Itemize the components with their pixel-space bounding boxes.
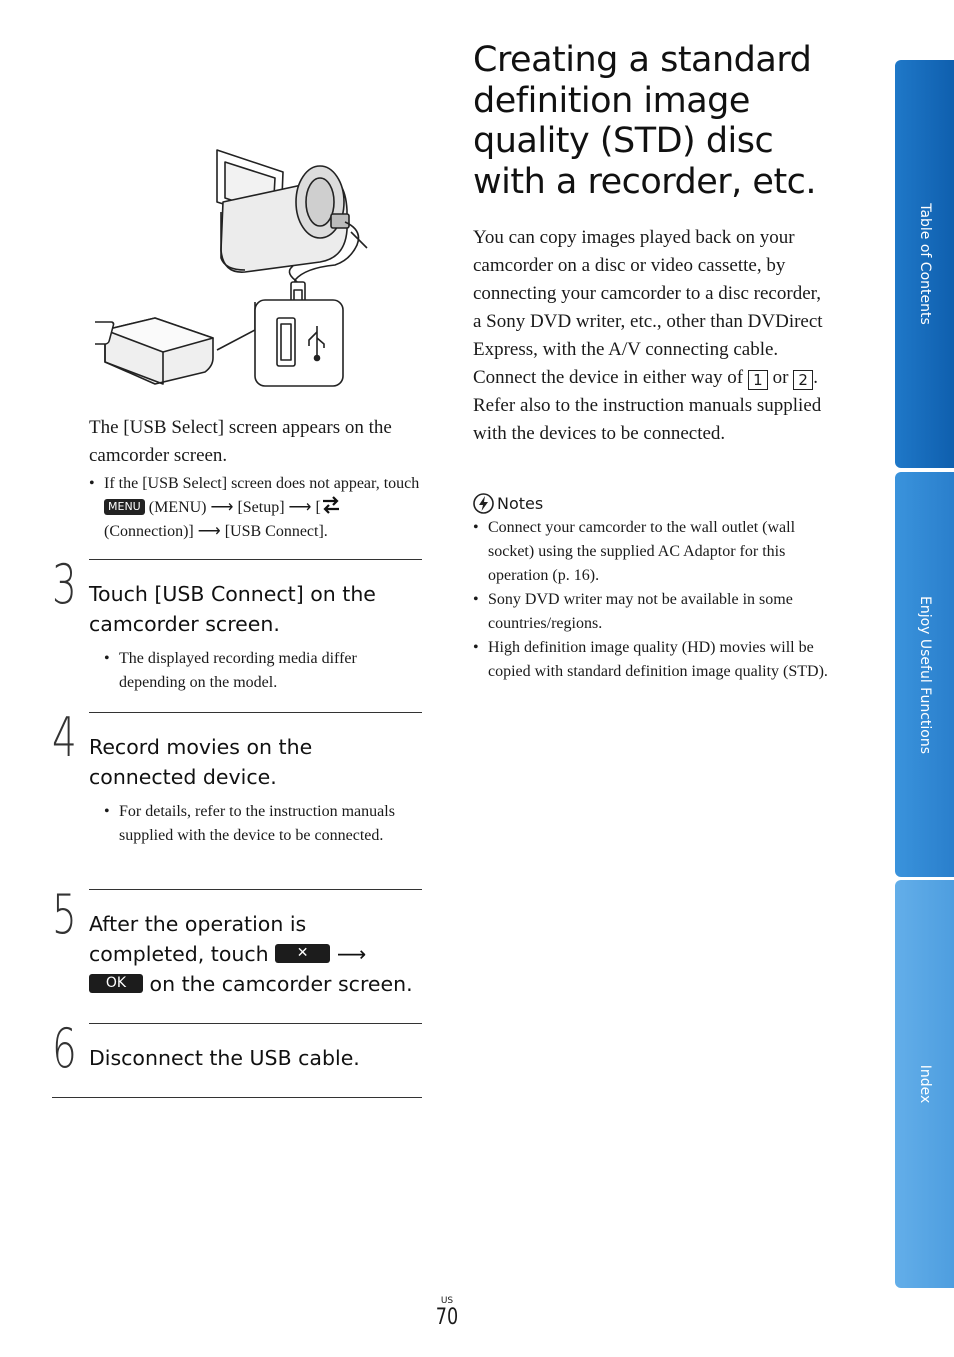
step-number: 5 xyxy=(52,883,77,946)
notes-heading xyxy=(473,492,543,516)
notes-list xyxy=(473,516,845,684)
intro-text: The [USB Select] screen appears on the camcorder screen. xyxy=(89,417,392,466)
page-region: US xyxy=(440,1296,454,1306)
step-title: Record movies on the connected device. xyxy=(89,735,313,789)
step-bullet: • The displayed recording media differ depending on the model. xyxy=(104,647,419,695)
step-number: 4 xyxy=(52,706,77,769)
intro-bullet-before: If the [USB Select] screen does not appear, touch xyxy=(104,475,420,492)
page-title: Creating a standard definition image quality (STD) disc with a recorder, etc. xyxy=(473,40,817,202)
connection-icon xyxy=(321,496,341,514)
menu-label: (MENU) xyxy=(148,499,207,516)
description xyxy=(473,224,833,448)
intro-bullet: • If the [USB Select] screen does not appear, touch MENU (MENU) ⟶ [Setup] ⟶ [ (Connection)] ⟶ [USB Connect]. xyxy=(89,472,424,544)
note-item: • Sony DVD writer may not be available in some countries/regions. xyxy=(473,588,845,636)
setup-label: [Setup] xyxy=(237,499,285,516)
step-number: 3 xyxy=(52,553,77,616)
step-title-a: After the operation is completed, touch xyxy=(89,912,307,966)
tab-table-of-contents[interactable] xyxy=(895,60,954,468)
notes-warning-icon xyxy=(473,493,494,514)
step-title-b: on the camcorder screen. xyxy=(149,972,413,996)
tab-label: Enjoy Useful Functions xyxy=(916,595,933,754)
divider xyxy=(89,712,422,713)
description-text-end: . Refer also to the instruction manuals supplied with the devices to be connected. xyxy=(473,367,822,444)
tab-enjoy-useful-functions[interactable] xyxy=(895,472,954,877)
description-text: You can copy images played back on your camcorder on a disc or video cassette, by connecting your camcorder to a disc recorder, a Sony DVD writer, etc., other than DVDirect Express, with the A/V connecting cable. Connect the device in either way of xyxy=(473,227,823,388)
or-text: or xyxy=(772,367,789,388)
camcorder-usb-connection-illustration xyxy=(95,140,425,395)
tab-index[interactable] xyxy=(895,880,954,1288)
way-1-badge: 1 xyxy=(748,370,768,390)
step-title xyxy=(89,909,422,999)
menu-icon: MENU xyxy=(104,499,145,515)
arrow-icon: ⟶ xyxy=(210,499,234,516)
step-title: Disconnect the USB cable. xyxy=(89,1046,360,1070)
way-2-badge: 2 xyxy=(793,370,813,390)
step-number: 6 xyxy=(52,1017,77,1080)
usb-connect-label: [USB Connect]. xyxy=(224,523,328,540)
divider xyxy=(89,1023,422,1024)
page-number-value: 70 xyxy=(435,1305,459,1330)
step-bullet: • For details, refer to the instruction manuals supplied with the device to be connected. xyxy=(104,800,419,848)
divider xyxy=(52,1097,422,1098)
arrow-icon: ⟶ xyxy=(197,523,221,540)
intro-section xyxy=(89,414,424,544)
divider xyxy=(89,559,422,560)
divider xyxy=(89,889,422,890)
tab-label: Table of Contents xyxy=(916,203,933,325)
notes-heading-text: Notes xyxy=(497,494,544,513)
ok-button-icon: OK xyxy=(89,974,143,993)
note-item: • High definition image quality (HD) movies will be copied with standard definition image quality (STD). xyxy=(473,636,845,684)
page-number xyxy=(432,1296,462,1330)
connection-label: (Connection)] xyxy=(104,523,194,540)
close-button-icon: ✕ xyxy=(275,944,330,963)
note-item: • Connect your camcorder to the wall outlet (wall socket) using the supplied AC Adaptor for this operation (p. 16). xyxy=(473,516,845,588)
step-title: Touch [USB Connect] on the camcorder screen. xyxy=(89,582,376,636)
arrow-icon: ⟶ xyxy=(288,499,312,516)
tab-label: Index xyxy=(916,1064,933,1104)
arrow-icon: ⟶ xyxy=(336,942,367,966)
